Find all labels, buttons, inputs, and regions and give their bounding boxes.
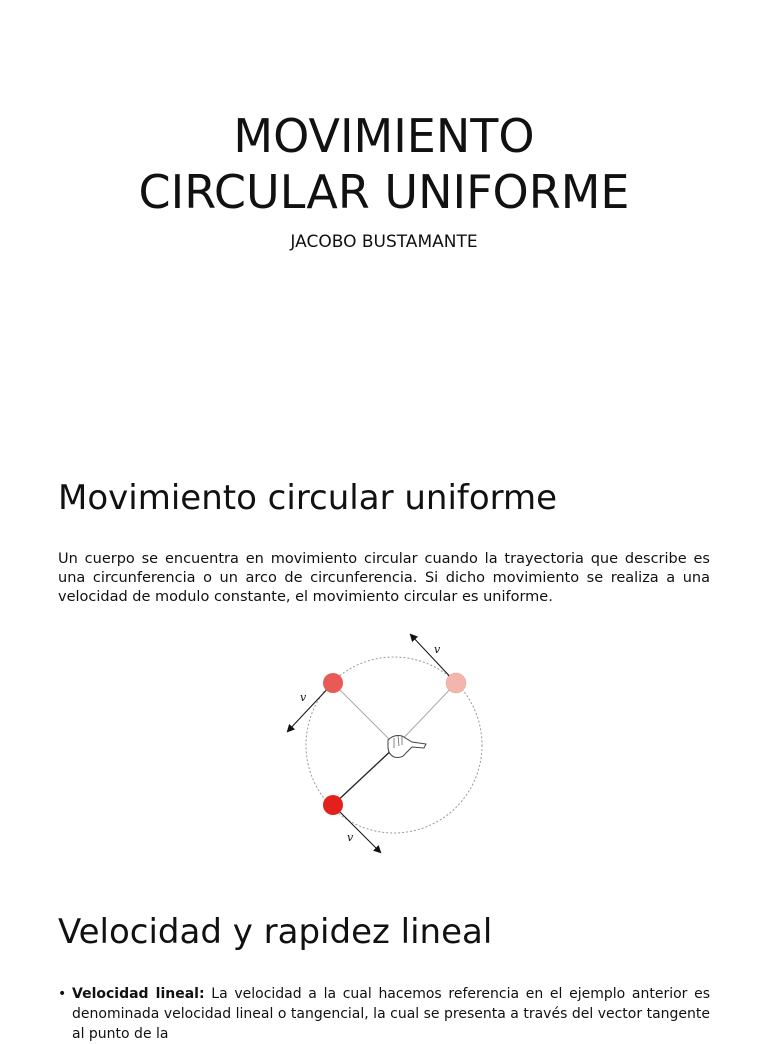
slide-velocidad-lineal xyxy=(0,880,768,1042)
slide-heading: Movimiento circular uniforme xyxy=(58,478,558,518)
ball-position-bottom xyxy=(323,795,343,815)
vector-label: v xyxy=(347,831,354,844)
presentation-title xyxy=(0,108,768,220)
bullet-item xyxy=(58,984,710,1044)
radius-line-faint-2 xyxy=(396,683,456,746)
slide-paragraph: Un cuerpo se encuentra en movimiento circular cuando la trayectoria que describe es una circunferencia o un arco de circunferencia. Si dicho movimiento se realiza a una velocidad de modulo constante, el movimiento circular es uniforme. xyxy=(58,551,710,605)
radius-line xyxy=(333,746,396,805)
hand-icon xyxy=(388,736,426,758)
bullet-term: Velocidad lineal: xyxy=(72,986,205,1002)
radius-line-faint xyxy=(333,683,396,746)
slide-movimiento-circular xyxy=(0,440,768,880)
ball-position-right xyxy=(446,673,466,693)
title-slide xyxy=(0,0,768,440)
author-name: JACOBO BUSTAMANTE xyxy=(290,232,478,252)
circular-motion-diagram xyxy=(280,628,500,858)
bullet-text: La velocidad a la cual hacemos referencia en el ejemplo anterior es denominada velocidad lineal o tangencial, la cual se presenta a través del vector tangente al punto de la xyxy=(72,986,711,1042)
ball-position-left xyxy=(323,673,343,693)
vector-label: v xyxy=(434,643,441,656)
title-line-1: MOVIMIENTO xyxy=(233,109,535,163)
slide-heading: Velocidad y rapidez lineal xyxy=(58,912,493,952)
title-line-2: CIRCULAR UNIFORME xyxy=(138,165,630,219)
vector-label: v xyxy=(300,691,307,704)
bullet-list xyxy=(58,984,710,1044)
